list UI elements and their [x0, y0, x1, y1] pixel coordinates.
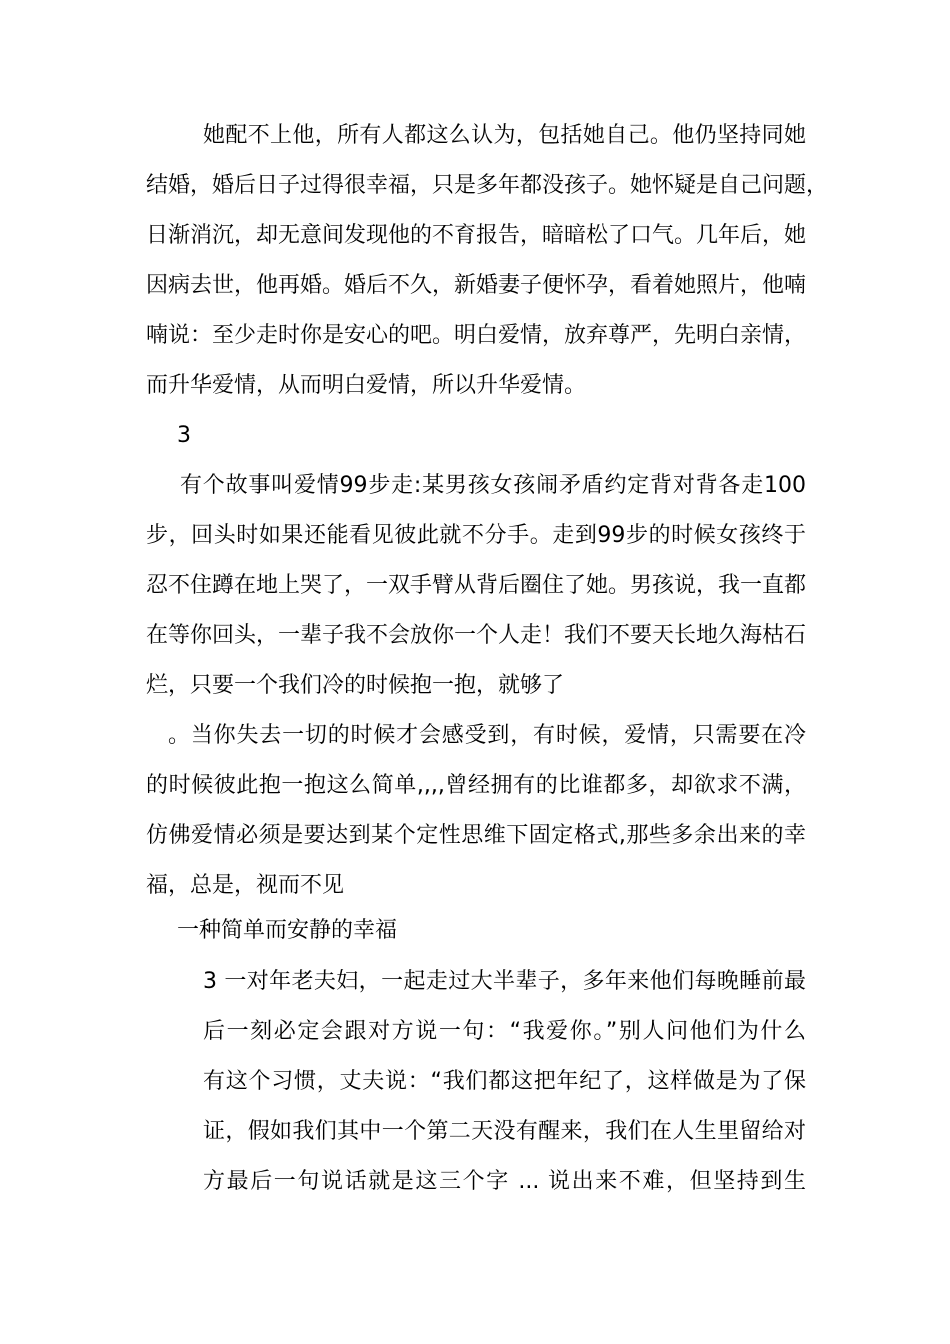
section-number [177, 411, 277, 461]
text-line: 在等你回头，一辈子我不会放你一个人走！我们不要天长地久海枯石 [146, 623, 807, 648]
text-line: 的时候彼此抱一抱这么简单,,,,曾经拥有的比谁都多，却欲求不满， [146, 773, 806, 798]
text-line: 。当你失去一切的时候才会感受到，有时候，爱情，只需要在冷 [168, 723, 806, 748]
text-line: 日渐消沉，却无意间发现他的不育报告，暗暗松了口气。几年后，她 [146, 223, 807, 248]
text-line: 她配不上他，所有人都这么认为，包括她自己。他仍坚持同她 [203, 123, 806, 148]
subheading [177, 906, 577, 956]
text-line: 3 一对年老夫妇，一起走过大半辈子，多年来他们每晚睡前最 [203, 969, 806, 994]
text-line: 方最后一句说话就是这三个字 ... 说出来不难，但坚持到生 [203, 1169, 806, 1194]
text-line: 后一刻必定会跟对方说一句：“我爱你。”别人问他们为什么 [203, 1019, 806, 1044]
text-line: 仿佛爱情必须是要达到某个定性思维下固定格式,那些多余出来的幸 [146, 823, 806, 848]
text-line: 福，总是，视而不见 [146, 873, 345, 898]
text-line: 一种简单而安静的幸福 [177, 918, 398, 943]
paragraph-2 [146, 461, 806, 711]
paragraph-1 [146, 111, 829, 411]
text-line: 有这个习惯，丈夫说：“我们都这把年纪了，这样做是为了保 [203, 1069, 806, 1094]
text-line: 喃说：至少走时你是安心的吧。明白爱情，放弃尊严，先明白亲情， [146, 323, 807, 348]
text-line: 而升华爱情，从而明白爱情，所以升华爱情。 [146, 373, 587, 398]
text-line: 步，回头时如果还能看见彼此就不分手。走到99步的时候女孩终于 [146, 523, 806, 548]
text-line: 烂，只要一个我们冷的时候抱一抱，就够了 [146, 673, 565, 698]
paragraph-4 [203, 957, 806, 1207]
text-line: 因病去世，他再婚。婚后不久，新婚妻子便怀孕，看着她照片，他喃 [146, 273, 807, 298]
text-line: 结婚，婚后日子过得很幸福，只是多年都没孩子。她怀疑是自己问题， [146, 173, 829, 198]
paragraph-3 [146, 711, 806, 911]
text-line: 有个故事叫爱情99步走:某男孩女孩闹矛盾约定背对背各走100 [180, 473, 806, 498]
text-line: 证，假如我们其中一个第二天没有醒来，我们在人生里留给对 [203, 1119, 806, 1144]
text-line: 忍不住蹲在地上哭了，一双手臂从背后圈住了她。男孩说，我一直都 [146, 573, 807, 598]
text-line: 3 [177, 423, 191, 448]
